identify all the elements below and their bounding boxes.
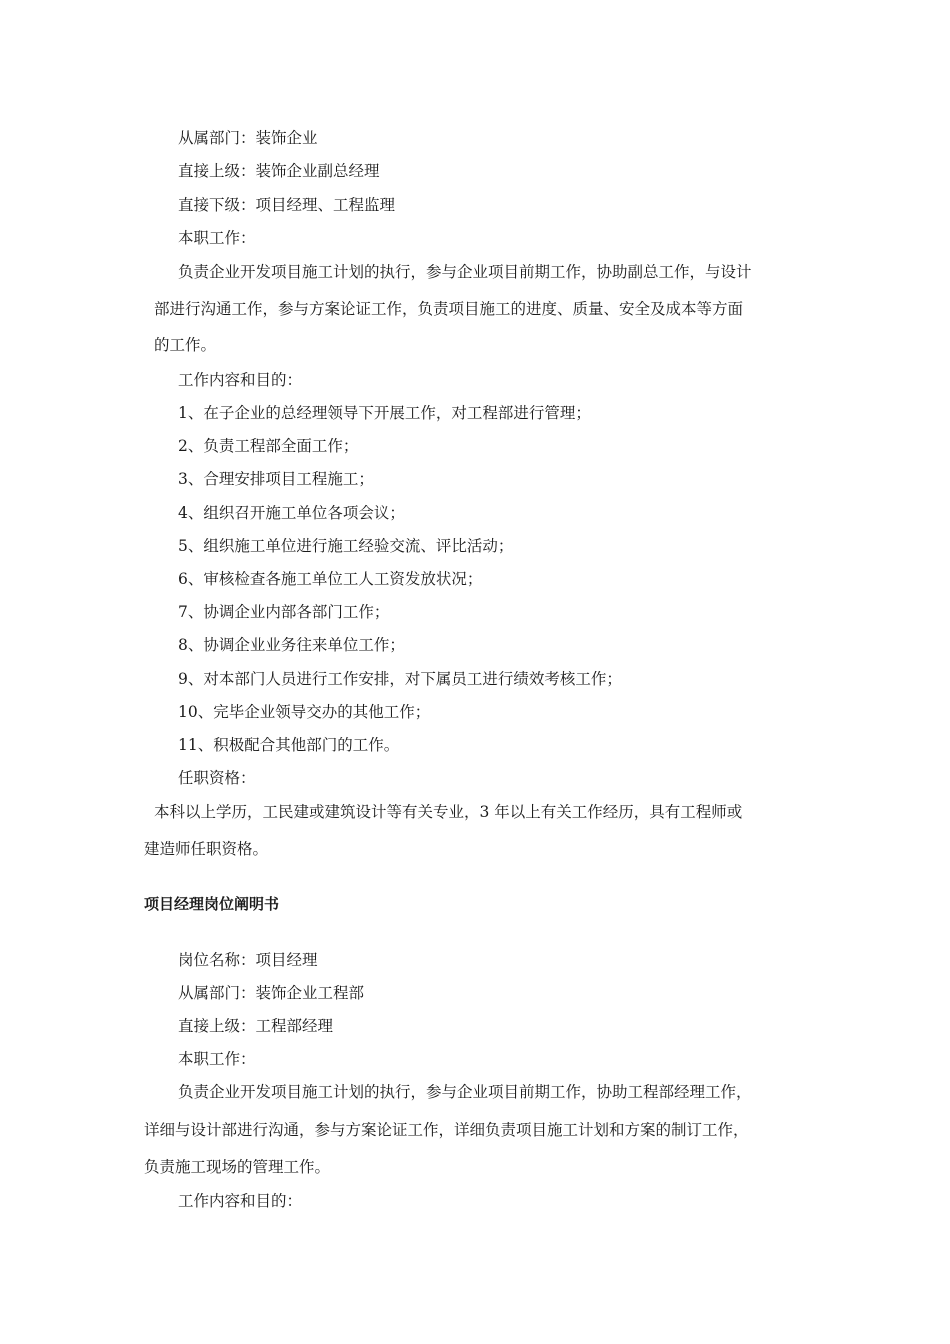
subordinate-line: 直接下级：项目经理、工程监理	[178, 196, 396, 214]
list-item: 1、在子企业的总经理领导下开展工作，对工程部进行管理；	[178, 404, 591, 422]
list-item: 7、协调企业内部各部门工作；	[178, 603, 390, 621]
duty-label: 本职工作：	[178, 229, 256, 247]
list-item: 5、组织施工单位进行施工经验交流、评比活动；	[178, 537, 514, 555]
duty-text-line: 部进行沟通工作，参与方案论证工作，负责项目施工的进度、质量、安全及成本等方面	[154, 300, 744, 318]
superior-line: 直接上级：工程部经理	[178, 1017, 334, 1035]
dept-line: 从属部门：装饰企业	[178, 129, 318, 147]
list-item: 6、审核检查各施工单位工人工资发放状况；	[178, 570, 483, 588]
qualification-label: 任职资格：	[178, 769, 256, 787]
duty-text-line: 详细与设计部进行沟通，参与方案论证工作，详细负责项目施工计划和方案的制订工作，	[144, 1121, 749, 1139]
position-name-line: 岗位名称：项目经理	[178, 951, 318, 969]
section-title: 项目经理岗位阐明书	[144, 895, 280, 913]
list-item: 4、组织召开施工单位各项会议；	[178, 504, 405, 522]
list-item: 8、协调企业业务往来单位工作；	[178, 636, 405, 654]
duty-text-line: 的工作。	[154, 336, 217, 354]
list-item: 11、积极配合其他部门的工作。	[178, 736, 400, 754]
duty-text-line: 负责企业开发项目施工计划的执行，参与企业项目前期工作，协助副总工作，与设计	[178, 263, 752, 281]
list-item: 3、合理安排项目工程施工；	[178, 470, 374, 488]
list-item: 2、负责工程部全面工作；	[178, 437, 359, 455]
list-item: 9、对本部门人员进行工作安排，对下属员工进行绩效考核工作；	[178, 670, 622, 688]
list-item: 10、完毕企业领导交办的其他工作；	[178, 703, 431, 721]
superior-line: 直接上级：装饰企业副总经理	[178, 162, 380, 180]
duty-text-line: 负责企业开发项目施工计划的执行，参与企业项目前期工作，协助工程部经理工作，	[178, 1083, 752, 1101]
dept-line: 从属部门：装饰企业工程部	[178, 984, 365, 1002]
duty-label: 本职工作：	[178, 1050, 256, 1068]
content-label: 工作内容和目的：	[178, 1192, 303, 1210]
content-label: 工作内容和目的：	[178, 371, 303, 389]
qualification-text-line: 本科以上学历，工民建或建筑设计等有关专业，3 年以上有关工作经历，具有工程师或	[154, 803, 743, 821]
qualification-text-line: 建造师任职资格。	[144, 840, 269, 858]
duty-text-line: 负责施工现场的管理工作。	[144, 1158, 331, 1176]
